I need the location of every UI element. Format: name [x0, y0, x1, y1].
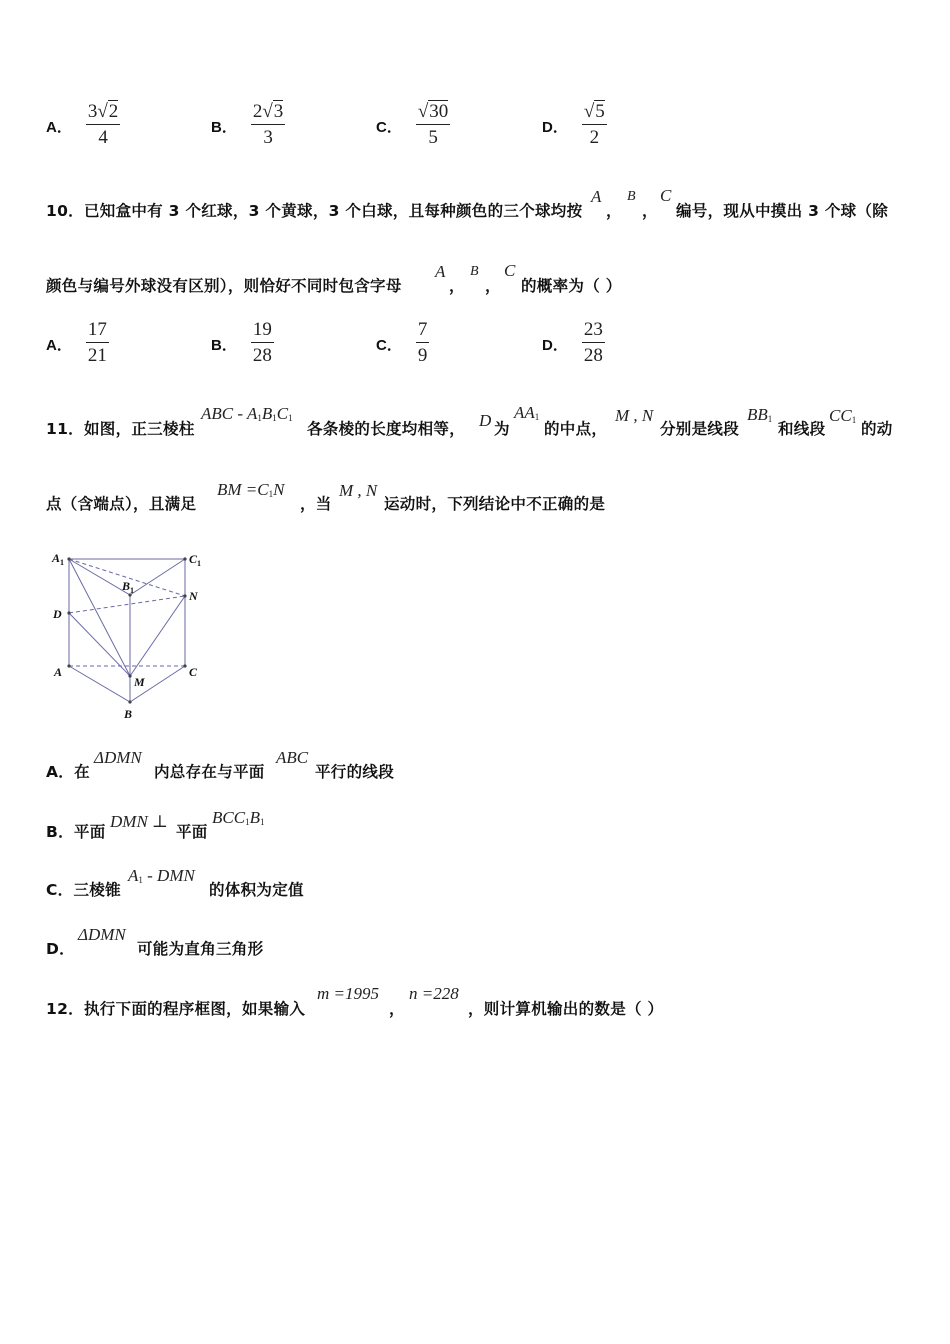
q9-option-c[interactable]	[376, 102, 450, 147]
q11-text-line2: 点（含端点），且满足	[46, 495, 197, 513]
triangle-dmn: ΔDMN	[94, 748, 142, 767]
option-label: C．	[376, 119, 402, 136]
option-label: D．	[542, 119, 568, 136]
q10-option-a[interactable]	[46, 320, 109, 365]
pyramid-a1-dmn: $A_1$ - DMN	[128, 866, 195, 885]
q10-option-b[interactable]	[211, 320, 274, 365]
option-label: B．	[211, 119, 237, 136]
point-m	[128, 674, 131, 677]
q11-text-midpoint: 的中点，	[544, 420, 608, 438]
q11-text-moving: 的动	[861, 420, 893, 438]
point-n	[183, 594, 186, 597]
edge-ab	[69, 666, 130, 702]
plane-abc: ABC	[276, 748, 309, 767]
q11-points-mn: M , N	[615, 406, 654, 425]
q11-text-segment: 分别是线段	[660, 420, 740, 438]
option-text: A．在	[46, 763, 90, 781]
q10-text-line2-end: 的概率为（ ）	[521, 277, 622, 295]
q10-letter-b: B	[627, 189, 636, 204]
q11-option-b[interactable]	[46, 808, 646, 842]
line-nm	[130, 596, 185, 676]
q9-option-d[interactable]	[542, 102, 607, 147]
option-text: D．	[46, 940, 75, 958]
fraction: $\frac{17}{21}$	[87, 319, 107, 366]
q11-condition: BM $=C_1N$	[217, 480, 285, 499]
q12-text: 12．执行下面的程序框图，如果输入	[46, 1000, 306, 1018]
q11-option-a[interactable]	[46, 748, 646, 782]
q9-option-a[interactable]	[46, 102, 120, 147]
point-c1	[183, 557, 186, 560]
label-c1: $C_1$	[189, 552, 202, 568]
plane-bcc1b1: $BCC_1B_1$	[212, 808, 265, 827]
q11-text-line1: 11．如图，正三棱柱	[46, 420, 195, 438]
label-a: A	[54, 665, 63, 679]
edge-b1c1	[130, 559, 185, 595]
label-a1: $A_1$	[52, 551, 65, 567]
q10-option-d[interactable]	[542, 320, 605, 365]
q11-segment-bb1: $BB_1$	[747, 405, 773, 424]
point-a	[67, 664, 70, 667]
label-d: D	[53, 607, 62, 621]
q10-letter-c: C	[504, 261, 516, 280]
line-dm	[69, 613, 130, 676]
q10-letter-a: A	[435, 262, 446, 281]
q10-text-line1: 10．已知盒中有 3 个红球，3 个黄球，3 个白球，且每种颜色的三个球均按	[46, 202, 583, 220]
q10-letter-a: A	[591, 187, 602, 206]
fraction: $\frac{2√3}{3}$	[252, 101, 284, 148]
point-c	[183, 664, 186, 667]
q11-text-edges: 各条棱的长度均相等，	[307, 420, 466, 438]
q10-option-c[interactable]	[376, 320, 429, 365]
prism-figure	[44, 544, 224, 726]
q11-prism: ABC - $A_1B_1C_1$	[201, 404, 293, 423]
label-c: C	[189, 665, 198, 679]
label-m: M	[134, 675, 145, 689]
q9-option-b[interactable]	[211, 102, 285, 147]
q11-segment-cc1: $CC_1$	[829, 406, 857, 425]
option-text: C．三棱锥	[46, 881, 121, 899]
q11-option-c[interactable]	[46, 866, 646, 900]
fraction: $\frac{√5}{2}$	[583, 101, 605, 148]
triangle-dmn: ΔDMN	[78, 925, 126, 944]
label-n: N	[189, 589, 198, 603]
option-label: C．	[376, 337, 402, 354]
q11-points-mn: M , N	[339, 481, 378, 500]
option-label: A．	[46, 119, 72, 136]
q11-segment-aa1: $AA_1$	[514, 403, 540, 422]
q10-text-line2: 颜色与编号外球没有区别），则恰好不同时包含字母	[46, 277, 402, 295]
label-b: B	[124, 707, 133, 721]
option-text: 平行的线段	[315, 763, 395, 781]
point-d	[67, 611, 70, 614]
q11-text-line2-end: 运动时，下列结论中不正确的是	[384, 495, 606, 513]
fraction: $\frac{3√2}{4}$	[87, 101, 119, 148]
option-text: 可能为直角三角形	[137, 940, 264, 958]
plane-dmn: DMN ⊥	[110, 812, 169, 831]
option-text: 平面	[176, 823, 208, 841]
fraction: $\frac{19}{28}$	[252, 319, 272, 366]
option-text: 内总存在与平面	[154, 763, 265, 781]
fraction: $\frac{√30}{5}$	[417, 101, 449, 148]
point-b	[128, 700, 131, 703]
point-a1	[67, 557, 70, 560]
q10-letter-c: C	[660, 186, 672, 205]
q12-text-end: ，则计算机输出的数是（ ）	[468, 1000, 664, 1018]
q12-input-m: m =1995	[317, 984, 379, 1003]
option-label: D．	[542, 337, 568, 354]
q10-letter-b: B	[470, 264, 479, 279]
q11-point-d: D	[479, 411, 492, 430]
option-text: B．平面	[46, 823, 106, 841]
q12-input-n: n =228	[409, 984, 459, 1003]
option-label: A．	[46, 337, 72, 354]
q11-text-and-segment: 和线段	[778, 420, 826, 438]
q10-text-line1-end: 编号，现从中摸出 3 个球（除	[676, 202, 889, 220]
option-text: 的体积为定值	[209, 881, 304, 899]
fraction: $\frac{23}{28}$	[583, 319, 603, 366]
line-dn-hidden	[69, 596, 185, 613]
q11-option-d[interactable]	[46, 925, 646, 959]
fraction: $\frac{7}{9}$	[417, 319, 428, 366]
exam-page: A． $\frac{3√2}{4}$ B． $\frac{2√3}{3}$ C． $\frac{√30}{5}$ D． $\frac{√5}{2}$ 10．已知盒中有 3 个红球，3 个黄球，3 个白球，且每种颜色的三个球均按 A ， B ， C 编号，现从中摸出 3 个球（除 颜色与编号外球没有区别），则恰好不同时包含字母 A ， B ， C 的概率为（ ） A． $\frac{17}{21}$ B． $\frac{19}{28}$ C． $\frac{7}{9}$ D． $\frac{23}{28}$ 11．如图，正三棱柱 ABC - $A_1B_1C_1$ 各条棱的长度均相等， D 为 $AA_1$ 的中点， M , N 分别是线段 $BB_1$ 和线段 $CC_1$ 的动 点（含端点），且满足 BM $=C_1N$ ，当 M , N 运动时，下列结论中不正确的是 $A_1$ $C_1$ $B_1$ D N A C M B A．在 ΔDMN 内总存在与平面 ABC 平行的线段 B．平面 DMN ⊥ 平面 $BCC_1B_1$ C．三棱锥 $A_1$ - DMN 的体积为定值 D． ΔDMN 可能为直角三角形 12．执行下面的程序框图，如果输入 m =1995 ， n =228 ，则计算机输出的数是（ ）	[46, 101, 893, 1018]
label-b1: $B_1$	[122, 579, 135, 595]
option-label: B．	[211, 337, 237, 354]
